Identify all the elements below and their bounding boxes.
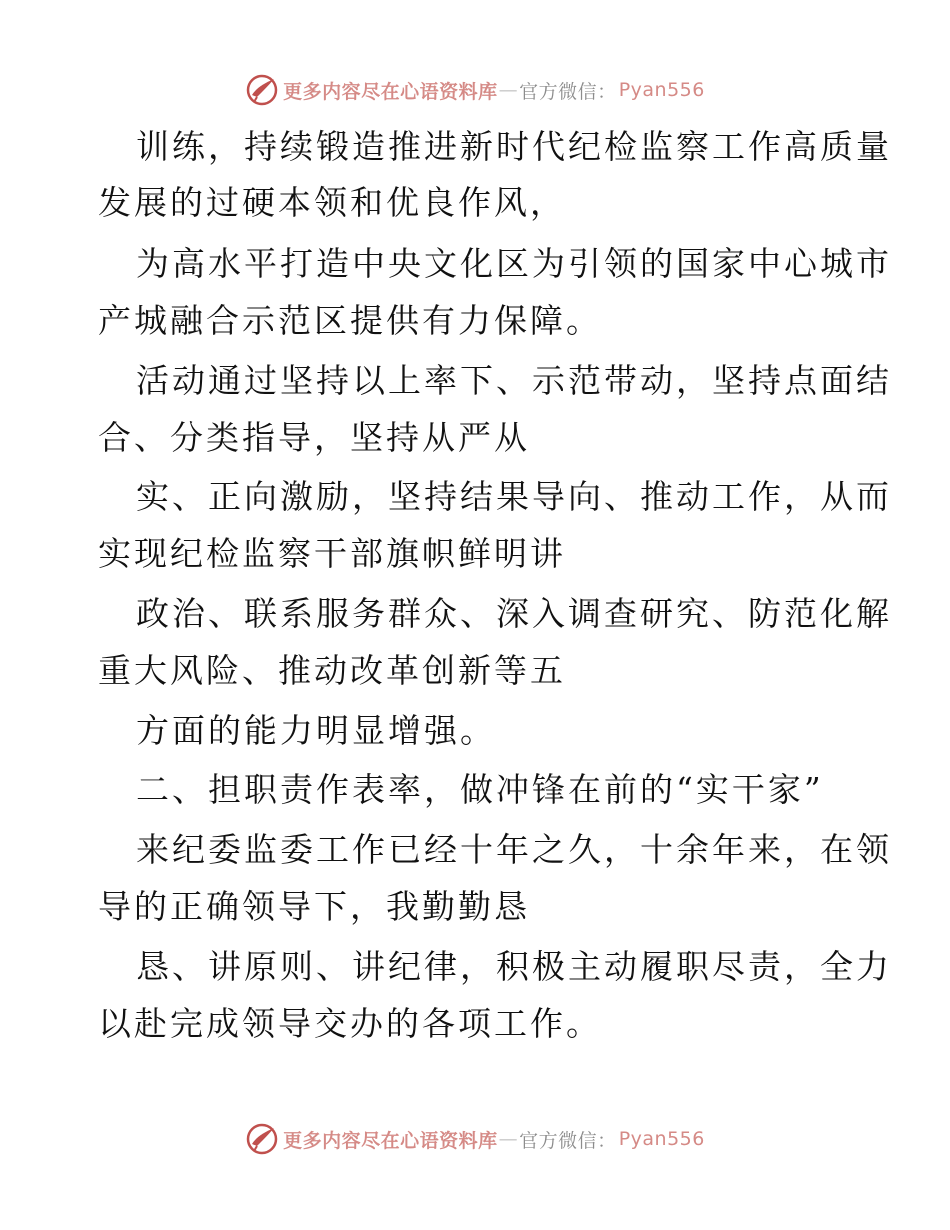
watermark-wechat-label: 官方微信： [519,80,617,103]
watermark-wechat-id: Pyan556 [618,79,705,101]
text-line: 来纪委监委工作已经十年之久，十余年来，在领 [136,830,892,869]
text-line: 活动通过坚持以上率下、示范带动，坚持点面结 [136,361,892,400]
text-line: 为高水平打造中央文化区为引领的国家中心城市 [136,244,892,283]
watermark-brand: 更多内容尽在心语资料库 [283,80,498,103]
text-line: 重大风险、推动改革创新等五 [98,651,566,690]
watermark-brand: 更多内容尽在心语资料库 [283,1129,498,1152]
text-line: 导的正确领导下，我勤勤恳 [98,887,530,926]
watermark-wechat-label: 官方微信： [519,1129,617,1152]
pen-logo-icon [245,1122,279,1156]
header-watermark [0,72,950,108]
section-heading: 二、担职责作表率，做冲锋在前的“实干家” [136,770,824,809]
watermark-dash: — [498,79,519,101]
text-line: 实现纪检监察干部旗帜鲜明讲 [98,534,566,573]
text-line: 训练，持续锻造推进新时代纪检监察工作高质量 [136,127,892,166]
text-line: 恳、讲原则、讲纪律，积极主动履职尽责，全力 [136,947,892,986]
watermark-dash: — [498,1128,519,1150]
watermark-wechat-id: Pyan556 [618,1128,705,1150]
text-line: 实、正向激励，坚持结果导向、推动工作，从而 [136,477,892,516]
text-line: 产城融合示范区提供有力保障。 [98,301,602,340]
text-line: 方面的能力明显增强。 [136,711,496,750]
footer-watermark [0,1121,950,1157]
text-line: 政治、联系服务群众、深入调查研究、防范化解 [136,594,892,633]
text-line: 发展的过硬本领和优良作风， [98,183,566,222]
text-line: 合、分类指导，坚持从严从 [98,418,530,457]
pen-logo-icon [245,73,279,107]
text-line: 以赴完成领导交办的各项工作。 [98,1004,602,1043]
